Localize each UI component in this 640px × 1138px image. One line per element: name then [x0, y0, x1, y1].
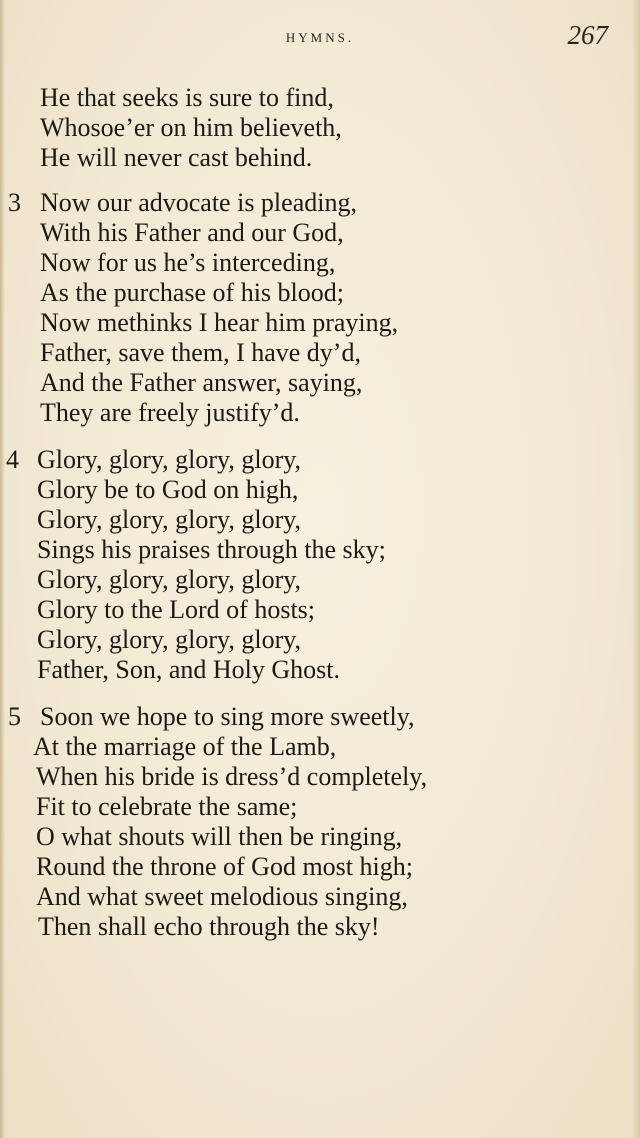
verse-line: Now for us he’s interceding, — [40, 248, 336, 277]
verse-line: Glory, glory, glory, glory, — [37, 445, 302, 474]
verse-number: 3 — [8, 188, 21, 217]
verse-line: And the Father answer, saying, — [40, 368, 363, 397]
running-header: HYMNS. — [285, 30, 355, 45]
verse-line: Fit to celebrate the same; — [36, 792, 298, 821]
verse-line: Glory be to God on high, — [37, 475, 299, 504]
verse-line: Father, Son, and Holy Ghost. — [37, 655, 340, 684]
verse-line: Glory, glory, glory, glory, — [37, 565, 302, 594]
verse-line: Glory, glory, glory, glory, — [37, 505, 302, 534]
verse-line: O what shouts will then be ringing, — [36, 822, 403, 851]
verse-line: Round the throne of God most high; — [36, 852, 413, 881]
verse-line: Father, save them, I have dy’d, — [40, 338, 361, 367]
verse-number: 5 — [8, 702, 21, 731]
verse-line: As the purchase of his blood; — [40, 278, 345, 307]
page-left-edge — [0, 0, 5, 1138]
verse-line: Glory, glory, glory, glory, — [37, 625, 302, 654]
verse-line: Sings his praises through the sky; — [37, 535, 386, 564]
page-number: 267 — [567, 20, 608, 50]
verse-number: 4 — [6, 445, 19, 474]
verse-line: Soon we hope to sing more sweetly, — [40, 702, 415, 731]
verse-line: At the marriage of the Lamb, — [33, 732, 337, 761]
verse-line: When his bride is dress’d completely, — [36, 762, 428, 791]
page-right-edge — [632, 0, 640, 1138]
verse-line: And what sweet melodious singing, — [36, 882, 408, 911]
verse-line: He that seeks is sure to find, — [40, 83, 334, 112]
verse-line: Whosoe’er on him believeth, — [40, 113, 342, 142]
verse-line: Then shall echo through the sky! — [38, 912, 380, 941]
verse-line: Glory to the Lord of hosts; — [37, 595, 316, 624]
verse-line: He will never cast behind. — [40, 143, 313, 172]
verse-line: They are freely justify’d. — [40, 398, 300, 427]
verse-line: Now methinks I hear him praying, — [40, 308, 399, 337]
verse-line: Now our advocate is pleading, — [40, 188, 357, 217]
verse-line: With his Father and our God, — [40, 218, 344, 247]
